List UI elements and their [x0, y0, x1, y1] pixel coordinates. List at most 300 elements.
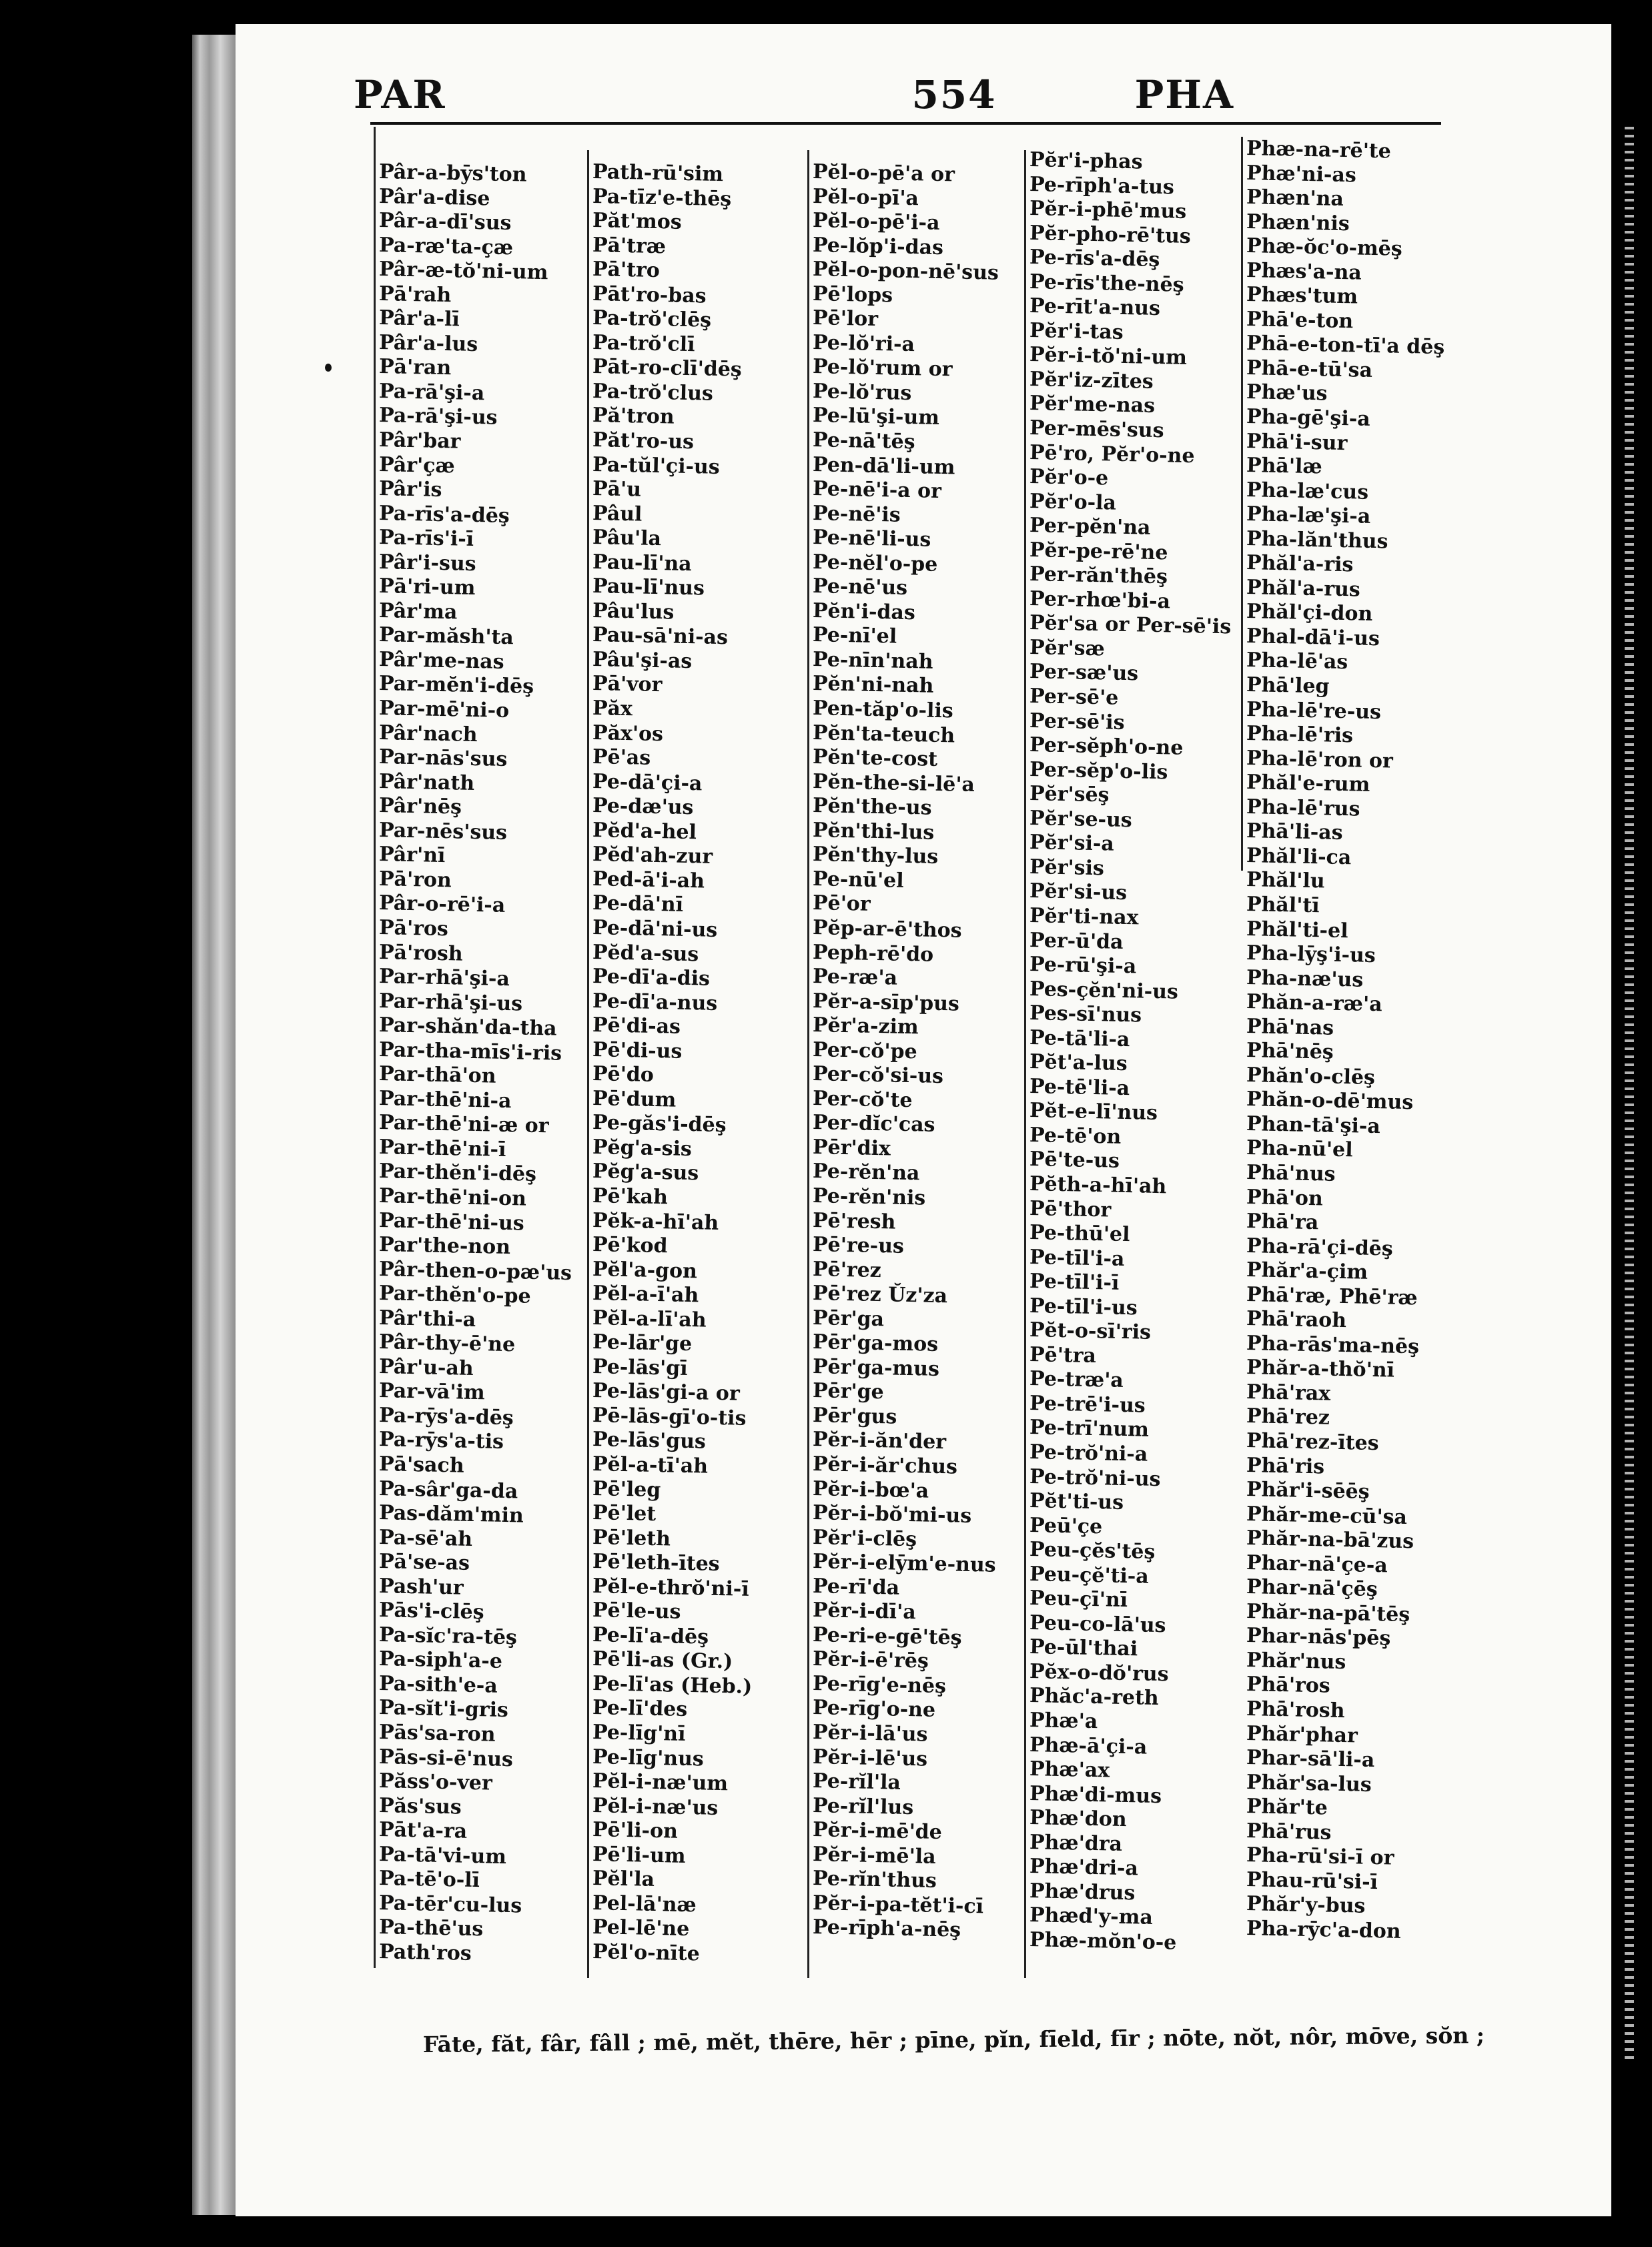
word-entry: Phā'rosh	[1246, 1697, 1345, 1723]
word-entry: Pĕt'ti-us	[1029, 1489, 1124, 1515]
word-entry: Phăl'e-rum	[1246, 771, 1370, 797]
word-entry: Phăr'y-bus	[1246, 1892, 1366, 1919]
word-entry: Par-shăn'da-tha	[378, 1013, 557, 1041]
word-entry: Phā'raoh	[1246, 1307, 1347, 1333]
word-entry: Phăr'te	[1246, 1795, 1328, 1820]
word-entry: Pĕt-e-lī'nus	[1029, 1099, 1158, 1126]
word-entry: Phæs'a-na	[1246, 258, 1362, 285]
word-entry: Per-dĭc'cas	[812, 1111, 935, 1138]
word-entry: Peu-çī'nī	[1029, 1587, 1128, 1613]
word-entry: Per-sē'e	[1029, 685, 1119, 710]
word-entry: Pĕr'i-tas	[1029, 318, 1124, 344]
word-entry: Par-thē'ni-on	[378, 1184, 527, 1211]
word-entry: Pâu'şi-as	[592, 647, 693, 674]
word-entry: Pe-trŏ'ni-a	[1029, 1440, 1148, 1466]
word-entry: Pe-lār'ge	[592, 1330, 693, 1356]
word-entry: Pha-rā'çi-dēş	[1246, 1234, 1394, 1261]
word-entry: Pha-nū'el	[1246, 1136, 1353, 1162]
word-entry: Peph-rē'do	[812, 940, 934, 967]
word-entry: Peu-çĕs'tēş	[1029, 1538, 1156, 1564]
word-entry: Pē'thor	[1029, 1196, 1112, 1222]
word-entry: Pā'ran	[378, 355, 452, 380]
word-entry: Pĕl-a-tī'ah	[592, 1452, 709, 1478]
word-entry: Phăr-na-pā'tēş	[1246, 1599, 1410, 1627]
word-entry: Pe-lū'şi-um	[812, 404, 940, 430]
word-entry: Pen-dā'li-um	[812, 452, 955, 480]
word-entry: Pĕl-o-pī'a	[812, 184, 919, 210]
word-entry: Pha-lē'rus	[1246, 795, 1360, 821]
word-entry: Phar-nās'pēş	[1246, 1624, 1391, 1651]
word-entry: Per-sĕp'o-lis	[1029, 757, 1168, 785]
word-entry: Phæn'nis	[1246, 209, 1350, 236]
word-entry: Pa-siph'a-e	[378, 1647, 503, 1674]
word-entry: Pĕr'si-a	[1029, 831, 1115, 856]
word-entry: Phal-dā'i-us	[1246, 624, 1380, 651]
word-entry: Păs'sus	[378, 1793, 462, 1819]
word-entry: Phar-sā'li-a	[1246, 1746, 1375, 1773]
word-entry: Pe-ri-e-gē'tēş	[812, 1623, 962, 1650]
word-entry: Pĕl-o-pē'a or	[812, 160, 955, 187]
word-entry: Pāt'a-ra	[378, 1818, 468, 1843]
word-entry: Par-thĕn'i-dēş	[378, 1160, 537, 1187]
word-entry: Pa-trŏ'clēş	[592, 306, 712, 333]
word-entry: Pāt-ro-clī'dēş	[592, 355, 743, 382]
word-entry: Pĕn'thi-lus	[812, 818, 935, 845]
word-entry: Pās'i-clēş	[378, 1599, 484, 1625]
word-entry: Pha-lē'ron or	[1246, 746, 1394, 773]
word-entry: Pe-rĭl'la	[812, 1769, 901, 1795]
word-entry: Pen-tăp'o-lis	[812, 697, 954, 723]
word-entry: Pĕl-o-pē'i-a	[812, 209, 940, 236]
word-entry: Pha-rū'si-ī or	[1246, 1843, 1394, 1870]
word-entry: Pel-lā'næ	[592, 1891, 697, 1917]
word-entry: Pâr'çæ	[378, 452, 456, 478]
word-entry: Pâr'a-dise	[378, 184, 490, 211]
word-entry: Pâr'a-lī	[378, 306, 460, 332]
word-entry: Phæs'tum	[1246, 283, 1358, 309]
word-entry: Pha-læ'cus	[1246, 478, 1369, 504]
word-entry: Per-sæ'us	[1029, 660, 1139, 686]
word-entry: Par'the-non	[378, 1233, 511, 1260]
word-entry: Pĕt-o-sī'ris	[1029, 1318, 1152, 1345]
word-entry: Pĕr-i-mē'la	[812, 1842, 936, 1869]
word-entry: Pā'vor	[592, 672, 663, 697]
word-entry: Phā'rez-ītes	[1246, 1428, 1379, 1456]
word-entry: Pa-rȳs'a-dēş	[378, 1403, 514, 1430]
word-entry: Pe-lŏ'rus	[812, 379, 912, 406]
word-entry: Păss'o-ver	[378, 1769, 493, 1795]
word-entry: Pe-lī'as (Heb.)	[592, 1671, 753, 1699]
word-entry: Pe-nē'li-us	[812, 526, 931, 552]
word-entry: Pe-dā'ni-us	[592, 915, 718, 942]
word-entry: Pe-nē'is	[812, 501, 901, 527]
word-entry: Pe-nē'us	[812, 574, 908, 600]
word-entry: Par-thĕn'o-pe	[378, 1282, 532, 1308]
ink-dot	[325, 364, 332, 372]
word-entry: Par-mē'ni-o	[378, 697, 510, 723]
word-entry: Pha-læ'şi-a	[1246, 502, 1371, 529]
word-entry: Păt'ro-us	[592, 428, 695, 454]
word-entry: Pē'do	[592, 1062, 655, 1087]
word-entry: Pĕk-a-hī'ah	[592, 1208, 719, 1235]
word-entry: Per-cŏ'pe	[812, 1037, 917, 1063]
word-entry: Pĕd'a-sus	[592, 940, 699, 966]
word-entry: Pe-rīg'e-nēş	[812, 1671, 947, 1699]
word-entry: Pā'tro	[592, 258, 661, 283]
word-column-4	[1029, 148, 1243, 1955]
word-entry: Pau-sā'ni-as	[592, 623, 729, 650]
word-entry: Pĕr'ti-nax	[1029, 903, 1139, 930]
word-entry: Peu-co-lā'us	[1029, 1611, 1166, 1638]
word-entry: Pĕr'si-us	[1029, 879, 1128, 905]
word-entry: Pe-rīg'o-ne	[812, 1696, 936, 1723]
word-entry: Pe-lās'gī	[592, 1354, 688, 1380]
word-entry: Pĕr'o-la	[1029, 489, 1117, 515]
word-entry: Pā'ros	[378, 915, 449, 941]
word-entry: Pe-nīn'nah	[812, 647, 933, 674]
word-entry: Pĕl-a-lī'ah	[592, 1306, 707, 1332]
word-entry: Pe-trē'i-us	[1029, 1391, 1146, 1418]
word-entry: Phar-nā'çēş	[1246, 1575, 1378, 1602]
word-entry: Ped-ā'i-ah	[592, 867, 705, 893]
word-column-3	[812, 160, 1026, 1943]
word-entry: Pās-si-ē'nus	[378, 1745, 514, 1771]
word-entry: Phæn'na	[1246, 185, 1344, 211]
word-entry: Phā-e-tū'sa	[1246, 356, 1373, 382]
word-entry: Pa-sâr'ga-da	[378, 1476, 518, 1503]
word-entry: Par-thā'on	[378, 1062, 496, 1088]
word-entry: Phā'rez	[1246, 1404, 1330, 1430]
word-entry: Pĕg'a-sus	[592, 1160, 699, 1186]
word-entry: Pâr-thy-ē'ne	[378, 1330, 516, 1357]
word-entry: Pe-dā'nī	[592, 891, 684, 917]
word-entry: Pa-sē'ah	[378, 1525, 473, 1551]
word-entry: Pĕd'ah-zur	[592, 843, 713, 869]
word-entry: Phăn-a-ræ'a	[1246, 990, 1382, 1017]
word-entry: Pēr'dix	[812, 1135, 891, 1161]
word-entry: Pe-līg'nī	[592, 1721, 686, 1746]
word-entry: Phā'nas	[1246, 1014, 1334, 1040]
word-entry: Phăr-a-thŏ'nī	[1246, 1356, 1395, 1382]
word-entry: Phā'i-sur	[1246, 429, 1348, 455]
word-entry: Pe-tē'on	[1029, 1123, 1122, 1149]
word-entry: Pās'sa-ron	[378, 1721, 496, 1747]
word-entry: Pe-nĕl'o-pe	[812, 550, 938, 576]
word-entry: Phæ'drus	[1029, 1879, 1136, 1905]
word-entry: Phăr'i-sēēş	[1246, 1478, 1370, 1504]
word-entry: Par-vā'im	[378, 1379, 486, 1405]
word-entry: Pā'ron	[378, 867, 452, 893]
word-entry: Pē'leth-ītes	[592, 1550, 721, 1577]
word-entry: Pâu'la	[592, 526, 662, 551]
word-entry: Pē're-us	[812, 1233, 905, 1258]
word-entry: Pa-rīs'i-ī	[378, 526, 474, 552]
word-entry: Pē'li-on	[592, 1818, 679, 1843]
word-entry: Pĕr'i-clēş	[812, 1525, 917, 1551]
word-entry: Par-măsh'ta	[378, 623, 514, 650]
word-entry: Pē'di-us	[592, 1037, 683, 1063]
scan-edge-marks	[1625, 127, 1634, 2062]
word-entry: Pē'li-as (Gr.)	[592, 1647, 733, 1674]
word-entry: Pĕr-i-pa-tĕt'i-cī	[812, 1891, 984, 1919]
word-entry: Phăl'a-rus	[1246, 575, 1361, 602]
word-column-5	[1246, 137, 1460, 1941]
header-left-guide-word: PAR	[354, 72, 446, 117]
word-entry: Path-rū'sim	[592, 160, 724, 187]
word-entry: Pĕr'i-phas	[1029, 148, 1143, 174]
word-entry: Phæ-na-rē'te	[1246, 137, 1392, 163]
word-entry: Par-thē'ni-æ or	[378, 1111, 549, 1138]
word-entry: Par-rhā'şi-a	[378, 965, 510, 991]
word-entry: Pā'se-as	[378, 1550, 470, 1576]
word-entry: Pē'dum	[592, 1086, 677, 1112]
word-entry: Pâr'is	[378, 477, 442, 502]
word-entry: Pĕn'i-das	[812, 598, 916, 625]
word-entry: Phæ'ni-as	[1246, 161, 1357, 187]
word-entry: Pĕn'te-cost	[812, 745, 938, 772]
word-entry: Pē'leth	[592, 1525, 671, 1551]
word-entry: Pâr-a-bȳs'ton	[378, 160, 527, 187]
word-entry: Pe-nī'el	[812, 623, 897, 649]
word-entry: Per-sĕph'o-ne	[1029, 733, 1184, 760]
word-entry: Pes-çĕn'ni-us	[1029, 977, 1179, 1004]
word-entry: Pâul	[592, 501, 643, 526]
word-entry: Pha-lē'as	[1246, 648, 1348, 675]
word-entry: Pe-dī'a-dis	[592, 965, 711, 991]
word-entry: Pe-dæ'us	[592, 794, 694, 820]
word-entry: Pĕn'thy-lus	[812, 843, 939, 869]
word-entry: Pâr-æ-tŏ'ni-um	[378, 258, 548, 285]
word-entry: Pē-lās-gī'o-tis	[592, 1403, 747, 1430]
word-entry: Pĕl-e-thrŏ'ni-ī	[592, 1574, 750, 1601]
column-rule	[374, 127, 376, 1968]
word-entry: Pĕr-a-sīp'pus	[812, 989, 960, 1016]
word-entry: Phæ-ŏc'o-mēş	[1246, 234, 1403, 262]
word-entry: Pē'di-as	[592, 1013, 681, 1039]
word-entry: Pau-lī'nus	[592, 574, 705, 600]
word-entry: Phā'e-ton	[1246, 307, 1354, 334]
word-entry: Phăc'a-reth	[1029, 1684, 1160, 1711]
word-entry: Pa-thē'us	[378, 1915, 484, 1941]
word-entry: Pē'lor	[812, 306, 879, 332]
word-entry: Phā'nēş	[1246, 1039, 1334, 1064]
word-entry: Pe-rū'şi-a	[1029, 953, 1137, 979]
word-entry: Pē'li-um	[592, 1842, 686, 1868]
word-entry: Pâr'bar	[378, 428, 461, 454]
word-entry: Pĕr-i-dī'a	[812, 1599, 917, 1625]
word-entry: Pa-sĭc'ra-tēş	[378, 1623, 518, 1650]
word-entry: Phăl'li-ca	[1246, 843, 1352, 870]
word-entry: Pĕr-i-ăn'der	[812, 1428, 947, 1454]
word-entry: Pĕn'the-us	[812, 794, 932, 820]
word-entry: Pĕn-the-si-lē'a	[812, 769, 975, 797]
word-entry: Pĕr-i-tŏ'ni-um	[1029, 343, 1188, 370]
page-edge	[192, 35, 236, 2215]
word-entry: Phăr'phar	[1246, 1721, 1358, 1748]
word-entry: Pe-rīt'a-nus	[1029, 294, 1161, 321]
word-entry: Pau-lī'na	[592, 550, 693, 576]
word-entry: Pa-rīs'a-dēş	[378, 501, 510, 528]
word-entry: Pha-lȳş'i-us	[1246, 941, 1376, 968]
word-entry: Pĕr'iz-zītes	[1029, 367, 1154, 394]
word-entry: Par-nās'sus	[378, 745, 508, 772]
word-entry: Phæ'don	[1029, 1806, 1127, 1832]
word-entry: Pe-tīl'i-us	[1029, 1294, 1138, 1320]
word-entry: Pha-lē'ris	[1246, 722, 1354, 748]
word-entry: Phăl'a-ris	[1246, 551, 1354, 577]
word-entry: Pâr'thi-a	[378, 1306, 476, 1332]
word-entry: Pā'sach	[378, 1452, 464, 1478]
word-entry: Pe-nē'i-a or	[812, 477, 942, 504]
word-entry: Pe-rīs'the-nēş	[1029, 270, 1184, 297]
word-entry: Pâr'u-ah	[378, 1354, 474, 1380]
word-entry: Pe-tīl'i-ī	[1029, 1270, 1120, 1295]
header-rule	[370, 122, 1441, 125]
word-entry: Pe-lās'gus	[592, 1428, 707, 1454]
word-entry: Pe-rī'da	[812, 1574, 900, 1600]
word-entry: Phar-nā'çe-a	[1246, 1550, 1388, 1578]
word-entry: Pe-lŏp'i-das	[812, 233, 944, 260]
word-entry: Pel-lē'ne	[592, 1915, 690, 1941]
word-entry: Pe-rĭl'lus	[812, 1793, 914, 1819]
word-entry: Pĕl-i-næ'us	[592, 1793, 719, 1820]
word-entry: Pē'rez	[812, 1257, 882, 1282]
word-entry: Pa-tīz'e-thēş	[592, 184, 732, 211]
word-entry: Pa-tŭl'çi-us	[592, 452, 721, 479]
word-entry: Pha-gē'şi-a	[1246, 405, 1371, 431]
word-column-2	[592, 160, 806, 1964]
word-entry: Pas-dăm'min	[378, 1501, 524, 1528]
word-entry: Pe-træ'a	[1029, 1367, 1124, 1393]
word-entry: Pe-nū'el	[812, 867, 904, 893]
word-entry: Per-sē'is	[1029, 709, 1125, 735]
word-entry: Pĕl-o-pon-nē'sus	[812, 258, 999, 286]
word-entry: Pâr'nī	[378, 843, 446, 868]
word-entry: Pe-ræ'a	[812, 965, 898, 990]
word-entry: Pe-găs'i-dēş	[592, 1111, 727, 1138]
word-entry: Pē'le-us	[592, 1599, 681, 1625]
word-entry: Pā'rosh	[378, 940, 464, 966]
word-entry: Pĕr-i-elȳm'e-nus	[812, 1550, 996, 1577]
word-entry: Păt'mos	[592, 209, 683, 234]
word-entry: Pĕr'sēş	[1029, 782, 1110, 807]
word-entry: Pĕr'se-us	[1029, 806, 1133, 832]
word-entry: Pē'kod	[592, 1233, 668, 1258]
word-entry: Pe-dā'çi-a	[592, 769, 703, 796]
word-entry: Pa-rȳs'a-tis	[378, 1428, 504, 1454]
word-entry: Pâr'me-nas	[378, 647, 504, 674]
word-entry: Pĕn'ta-teuch	[812, 721, 955, 748]
word-entry: Pe-dī'a-nus	[592, 989, 718, 1015]
word-entry: Phā'ris	[1246, 1453, 1325, 1478]
word-entry: Pe-rīph'a-tus	[1029, 172, 1175, 199]
word-entry: Pa-rā'şi-us	[378, 404, 498, 430]
word-entry: Phăl'çi-don	[1246, 600, 1373, 626]
word-entry: Phăr-na-bā'zus	[1246, 1526, 1414, 1554]
word-entry: Par-thē'ni-ī	[378, 1135, 506, 1162]
word-entry: Pĕr-i-lē'us	[812, 1745, 928, 1771]
word-entry: Phæ'a	[1029, 1709, 1098, 1734]
word-entry: Phæ'di-mus	[1029, 1781, 1162, 1808]
word-entry: Pĕr-i-mē'de	[812, 1818, 943, 1845]
word-entry: Peū'çe	[1029, 1513, 1103, 1538]
word-entry: Pē'as	[592, 745, 651, 770]
word-entry: Per-pĕn'na	[1029, 514, 1151, 540]
word-entry: Pĕr'sis	[1029, 855, 1105, 881]
word-entry: Phā'ros	[1246, 1673, 1331, 1699]
word-entry: Pe-rĕn'nis	[812, 1184, 926, 1210]
word-entry: Pa-sĭt'i-gris	[378, 1696, 509, 1723]
word-entry: Phā'ra	[1246, 1210, 1319, 1235]
word-entry: Pē'tra	[1029, 1342, 1097, 1368]
word-entry: Pĕt'a-lus	[1029, 1050, 1128, 1076]
word-entry: Pē'resh	[812, 1208, 896, 1234]
word-entry: Pâu'lus	[592, 598, 675, 624]
word-entry: Pa-rā'şi-a	[378, 379, 485, 406]
word-entry: Pĕr'sa or Per-sē'is	[1029, 611, 1232, 639]
word-entry: Pā'ri-um	[378, 574, 476, 600]
word-entry: Pa-tē'o-lī	[378, 1867, 480, 1893]
word-entry: Phăn'o-clēş	[1246, 1063, 1376, 1089]
word-entry: Phăn-o-dē'mus	[1246, 1087, 1414, 1115]
word-entry: Phā'rax	[1246, 1380, 1331, 1406]
word-entry: Pe-līg'nus	[592, 1745, 705, 1771]
word-entry: Pe-lās'gi-a or	[592, 1379, 741, 1406]
word-entry: Peu-çĕ'ti-a	[1029, 1562, 1150, 1589]
word-entry: Pâr'nath	[378, 769, 475, 795]
word-entry: Pe-rĕn'na	[812, 1160, 920, 1186]
word-entry: Pa-trŏ'clī	[592, 330, 695, 357]
word-entry: Pē'kah	[592, 1184, 669, 1210]
word-entry: Phā'li-as	[1246, 819, 1343, 845]
word-entry: Pe-lī'des	[592, 1696, 688, 1722]
word-entry: Pĕr-i-ăr'chus	[812, 1452, 958, 1479]
word-entry: Phā'nus	[1246, 1160, 1336, 1186]
word-entry: Pĕl-a-ī'ah	[592, 1282, 699, 1308]
word-entry: Pāt'ro-bas	[592, 282, 707, 308]
word-entry: Pā'rah	[378, 282, 452, 307]
word-entry: Pe-trŏ'ni-us	[1029, 1464, 1161, 1491]
word-entry: Pē'leg	[592, 1476, 661, 1502]
word-entry: Pē'ro, Pĕr'o-ne	[1029, 440, 1195, 468]
word-entry: Pe-tā'li-a	[1029, 1025, 1130, 1051]
word-entry: Pē'te-us	[1029, 1148, 1120, 1174]
word-entry: Pa-tā'vi-um	[378, 1842, 507, 1869]
word-entry: Pĕr'sæ	[1029, 635, 1106, 661]
word-entry: Pĕl-i-næ'um	[592, 1769, 729, 1796]
word-entry: Pes-sī'nus	[1029, 1001, 1142, 1027]
word-entry: Phan-tā'şi-a	[1246, 1111, 1381, 1139]
word-entry: Pĕl'o-nīte	[592, 1939, 701, 1966]
word-entry: Pha-rās'ma-nēş	[1246, 1331, 1420, 1359]
word-entry: Pâr'nēş	[378, 794, 462, 819]
word-entry: Pĕp-ar-ē'thos	[812, 915, 962, 943]
word-entry: Pâr'nach	[378, 721, 478, 747]
word-entry: Pâr'ma	[378, 598, 458, 624]
word-entry: Pēr'ga-mus	[812, 1354, 940, 1381]
word-entry: Pâr-then-o-pæ'us	[378, 1257, 572, 1285]
word-entry: Pĕx-o-dŏ'rus	[1029, 1659, 1169, 1687]
word-entry: Phæ'ax	[1029, 1757, 1110, 1783]
word-entry: Pha-lē're-us	[1246, 697, 1382, 724]
word-entry: Pēr'ga-mos	[812, 1330, 939, 1357]
word-entry: Par-thē'ni-us	[378, 1208, 525, 1236]
word-entry: Pē'or	[812, 891, 871, 917]
word-entry: Păx'os	[592, 721, 664, 746]
word-entry: Pĕr'me-nas	[1029, 392, 1156, 418]
word-entry: Phau-rū'si-ī	[1246, 1867, 1378, 1894]
word-entry: Phæ-ā'çi-a	[1029, 1733, 1148, 1759]
